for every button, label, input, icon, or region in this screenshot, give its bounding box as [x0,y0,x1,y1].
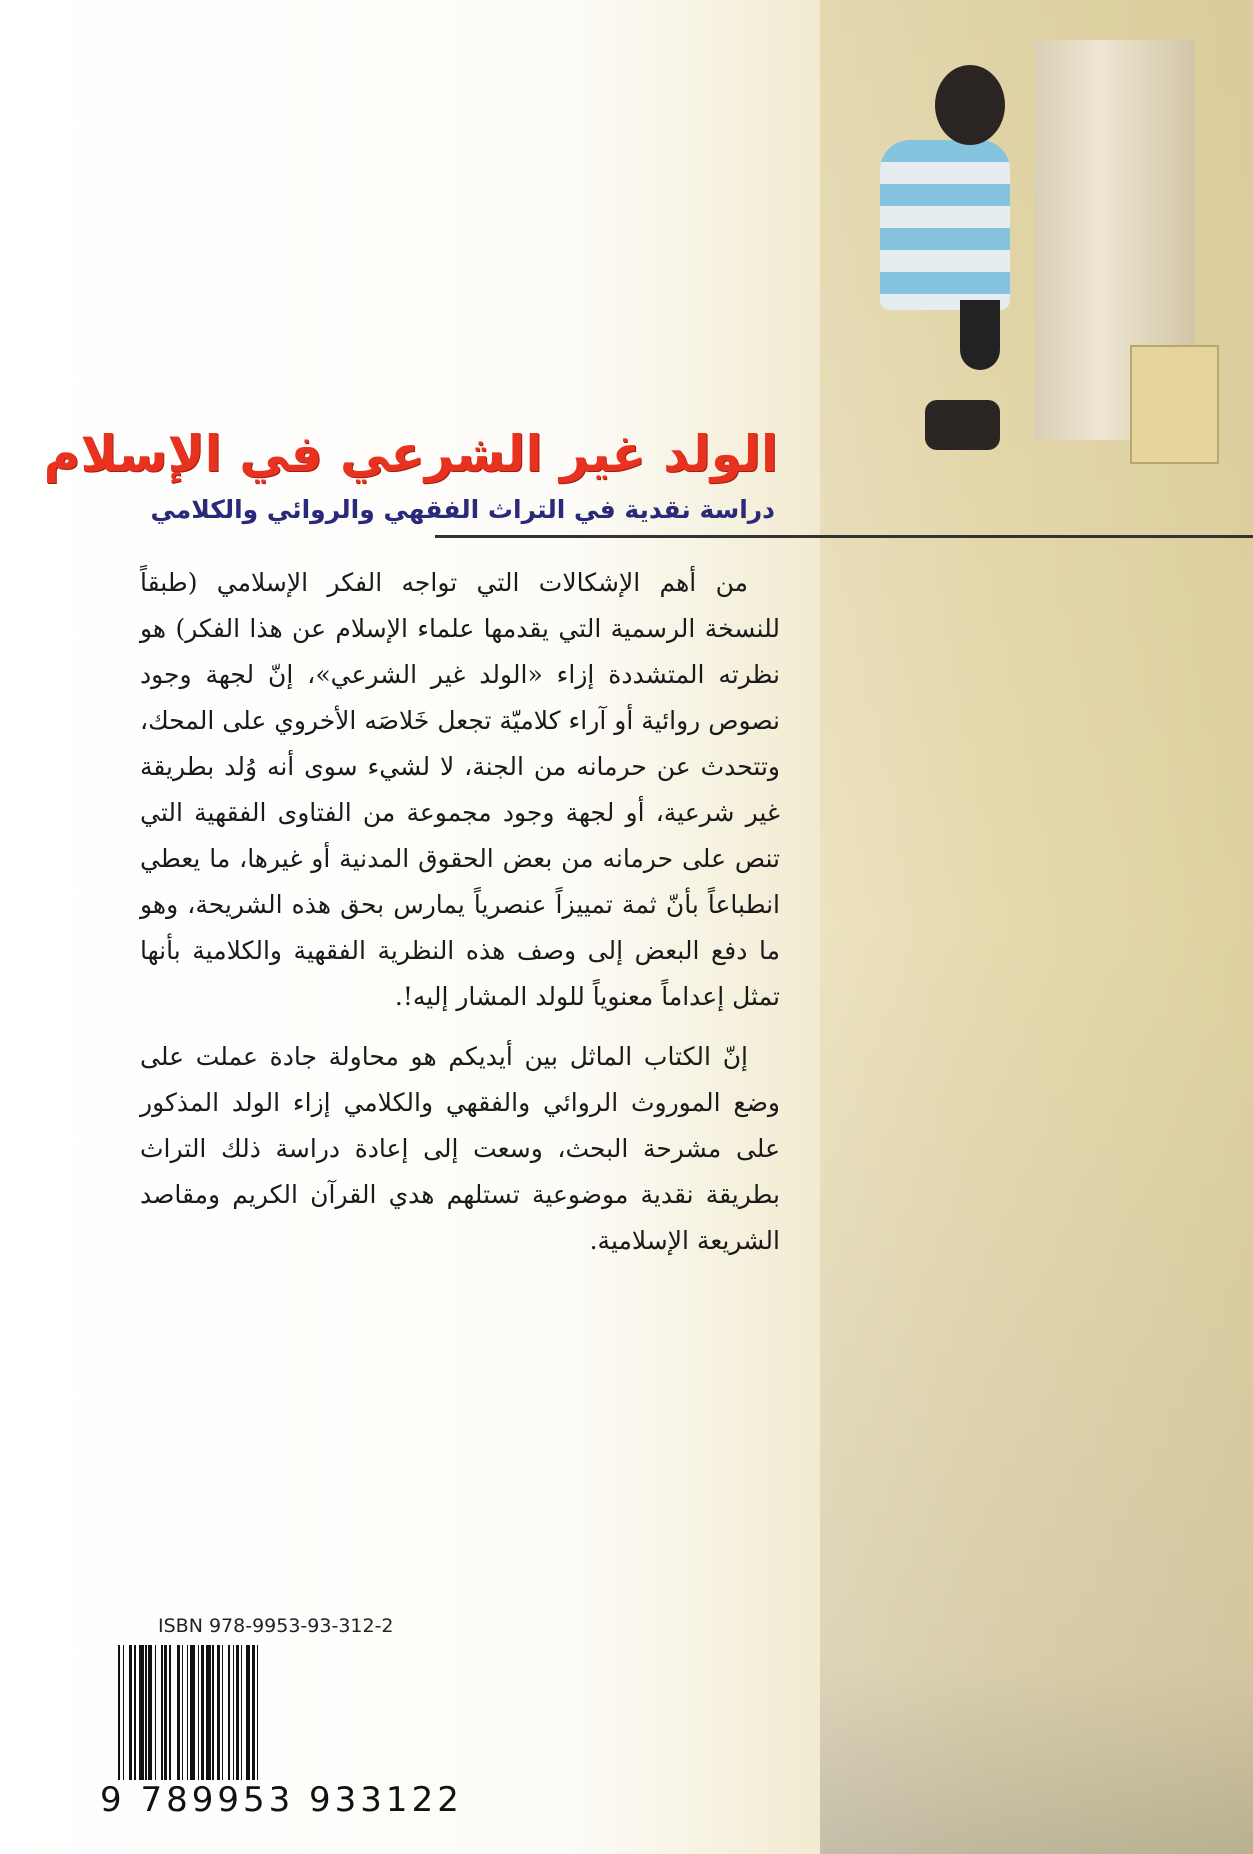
barcode-bar [258,1645,261,1780]
isbn-label: ISBN 978-9953-93-312-2 [158,1615,394,1637]
boy-shoe-illustration [925,400,1000,450]
blurb-paragraph: من أهم الإشكالات التي تواجه الفكر الإسلامي (طبقاً للنسخة الرسمية التي يقدمها علماء الإسلام عن هذا الفكر) هو نظرته المتشددة إزاء «الولد غير الشرعي»، إنّ لجهة وجود نصوص روائية أو آراء كلاميّة تجعل خَلاصَه الأخروي على المحك، وتتحدث عن حرمانه من الجنة، لا لشيء سوى أنه وُلد بطريقة غير شرعية، أو لجهة وجود مجموعة من الفتاوى الفقهية التي تنص على حرمانه من بعض الحقوق المدنية أو غيرها، ما يعطي انطباعاً بأنّ ثمة تمييزاً عنصرياً يمارس بحق هذه الشريحة، وهو ما دفع البعض إلى وصف هذه النظرية الفقهية والكلامية بأنها تمثل إعداماً معنوياً للولد المشار إليه!. [140,568,780,1011]
blurb-paragraph: إنّ الكتاب الماثل بين أيديكم هو محاولة جادة عملت على وضع الموروث الروائي والفقهي والكلامي إزاء الولد المذكور على مشرحة البحث، وسعت إلى إعادة دراسة ذلك التراث بطريقة نقدية موضوعية تستلهم هدي القرآن الكريم ومقاصد الشريعة الإسلامية. [140,1042,780,1255]
book-subtitle: دراسة نقدية في التراث الفقهي والروائي والكلامي [150,495,775,524]
blurb [140,560,780,1278]
barcode-digits: 9 789953 933122 [100,1780,463,1820]
barcode [118,1645,380,1780]
boy-head-illustration [935,65,1005,145]
wooden-box-illustration [1130,345,1219,464]
boy-leg-illustration [960,300,1000,370]
title-divider [435,535,1253,538]
boy-body-illustration [880,140,1010,310]
book-title: الولد غير الشرعي في الإسلام [43,425,778,483]
